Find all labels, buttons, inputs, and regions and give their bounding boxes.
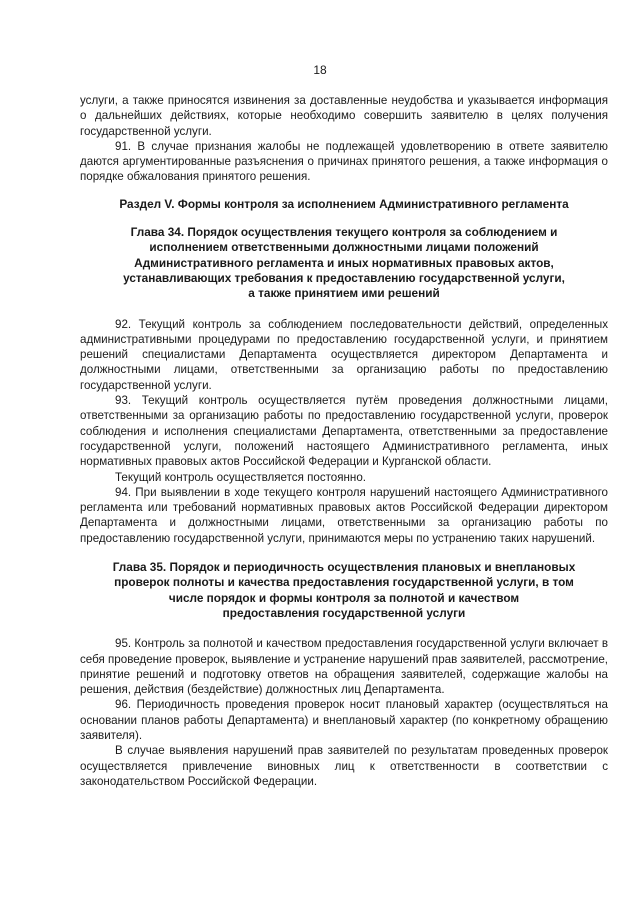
heading-line: проверок полноты и качества предоставления государственной услуги, в том xyxy=(114,575,574,590)
heading-line: предоставления государственной услуги xyxy=(222,605,466,620)
paragraph-91: 91. В случае признания жалобы не подлежащей удовлетворению в ответе заявителю даются аргументированные разъяснения о причинах принятого решения, а также информация о порядке обжалования принятого решения. xyxy=(80,139,608,184)
heading-line: а также принятием ими решений xyxy=(248,286,440,301)
heading-line: исполнением ответственными должностными лицами положений xyxy=(149,240,539,255)
paragraph-96-continuation: В случае выявления нарушений прав заявителей по результатам проведенных проверок осуществляется привлечение виновных лиц к ответственности в соответствии с законодательством Российской Федерации. xyxy=(80,744,608,788)
heading-line: Глава 34. Порядок осуществления текущего контроля за соблюдением и xyxy=(130,225,558,240)
paragraph-92: 92. Текущий контроль за соблюдением последовательности действий, определенных административными процедурами по предоставлению государственной услуги, и принятием решений специалистами Департамента осуществляется директором Департамента и должностными лицами, ответственными за организацию работы по предоставлению государственной услуги. xyxy=(80,317,608,392)
section-heading: Раздел V. Формы контроля за исполнением Административного регламента xyxy=(119,196,569,211)
heading-line: числе порядок и формы контроля за полнотой и качеством xyxy=(168,590,520,605)
paragraph-96: 96. Периодичность проведения проверок носит плановый характер (осуществляться на основании планов работы Департамента) и внеплановый характер (по конкретному обращению заявителя). xyxy=(80,698,608,742)
heading-line: устанавливающих требования к предоставлению государственной услуги, xyxy=(123,270,565,285)
heading-line: Административного регламента и иных нормативных правовых актов, xyxy=(134,255,554,270)
document-body xyxy=(80,93,608,789)
paragraph-93: 93. Текущий контроль осуществляется путём проведения должностными лицами, ответственными за организацию работы по предоставлению государственной услуги, проверок соблюдения и исполнения специалистами Департамента, ответственными за предоставление государственной услуги, положений настоящего Административного регламента, иных нормативных правовых актов Российской Федерации и Курганской области. xyxy=(80,394,608,469)
paragraph-intro: услуги, а также приносятся извинения за доставленные неудобства и указывается информация о дальнейших действиях, которые необходимо совершить заявителю в целях получения государственной услуги. xyxy=(80,94,608,138)
chapter-34-heading xyxy=(80,225,608,301)
heading-line: Глава 35. Порядок и периодичность осуществления плановых и внеплановых xyxy=(112,560,576,575)
paragraph-94: 94. При выявлении в ходе текущего контроля нарушений настоящего Административного регламента или требований нормативных правовых актов Российской Федерации директором Департамента и должностными лицами, ответственными за организацию работы по предоставлению государственной услуги, принимаются меры по устранению таких нарушений. xyxy=(80,485,608,545)
page-number: 18 xyxy=(313,63,327,77)
paragraph-93-continuation: Текущий контроль осуществляется постоянно. xyxy=(115,470,367,484)
chapter-35-heading xyxy=(80,560,608,621)
paragraph-95: 95. Контроль за полнотой и качеством предоставления государственной услуги включает в себя проведение проверок, выявление и устранение нарушений прав заявителей, рассмотрение, принятие решений и подготовку ответов на обращения заявителей, содержащие жалобы на решения, действия (бездействие) должностных лиц Департамента. xyxy=(80,637,608,697)
